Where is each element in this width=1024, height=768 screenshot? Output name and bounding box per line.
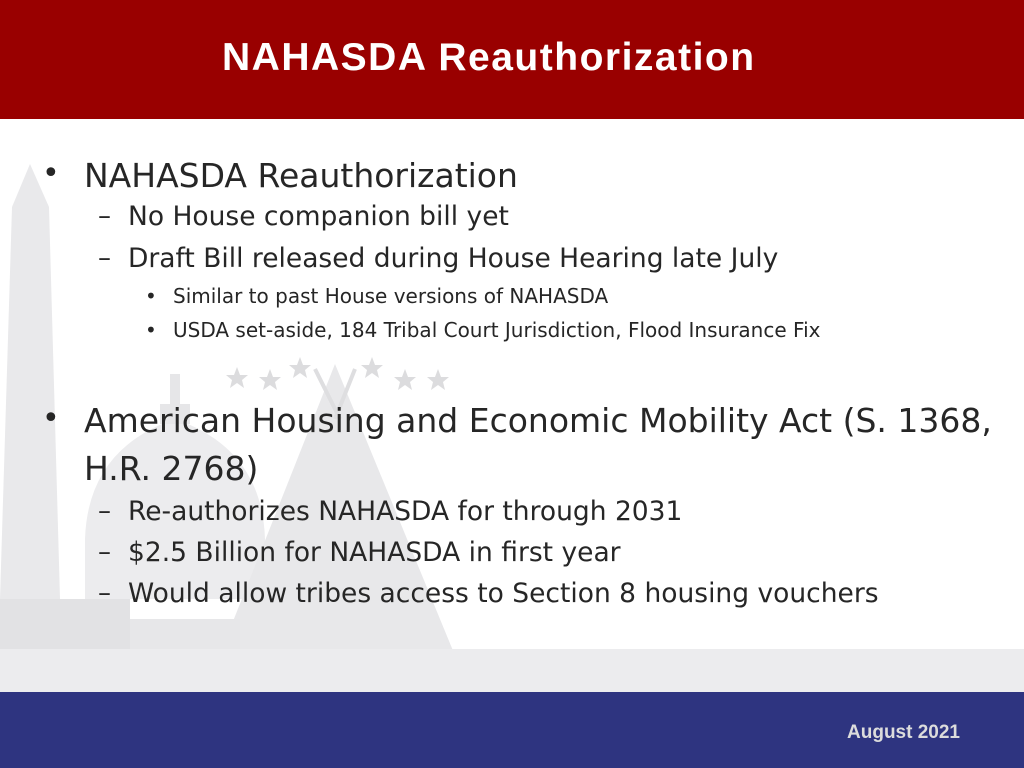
dash-icon: –	[98, 578, 111, 608]
dash-icon: –	[98, 496, 111, 526]
small-bullet-icon: •	[145, 284, 157, 308]
dash-icon: –	[98, 537, 111, 567]
bullet-1-sub-2: Draft Bill released during House Hearing late July	[128, 243, 779, 274]
small-bullet-icon: •	[145, 318, 157, 342]
footer-date: August 2021	[847, 722, 960, 743]
slide-title: NAHASDA Reauthorization	[222, 36, 756, 79]
dash-icon: –	[98, 243, 111, 273]
bullet-1-sub-1: No House companion bill yet	[128, 201, 509, 232]
monument-shape	[0, 164, 60, 599]
bullet-2-sub-2: $2.5 Billion for NAHASDA in first year	[128, 537, 621, 568]
bullet-1-sub-2-item-2: USDA set-aside, 184 Tribal Court Jurisdiction, Flood Insurance Fix	[173, 318, 821, 342]
bullet-dot-icon: •	[42, 156, 60, 191]
footer-bar	[0, 692, 1024, 768]
bullet-2-sub-3: Would allow tribes access to Section 8 housing vouchers	[128, 578, 879, 609]
bullet-dot-icon: •	[42, 401, 60, 436]
bullet-2-text-line-2: H.R. 2768)	[84, 449, 259, 488]
dash-icon: –	[98, 201, 111, 231]
bullet-1-sub-2-item-1: Similar to past House versions of NAHASDA	[173, 284, 609, 308]
bullet-2-text-line-1: American Housing and Economic Mobility Act (S. 1368,	[84, 401, 992, 440]
bullet-1-text: NAHASDA Reauthorization	[84, 156, 518, 195]
bullet-2-sub-1: Re-authorizes NAHASDA for through 2031	[128, 496, 683, 527]
header-bar	[0, 0, 1024, 119]
